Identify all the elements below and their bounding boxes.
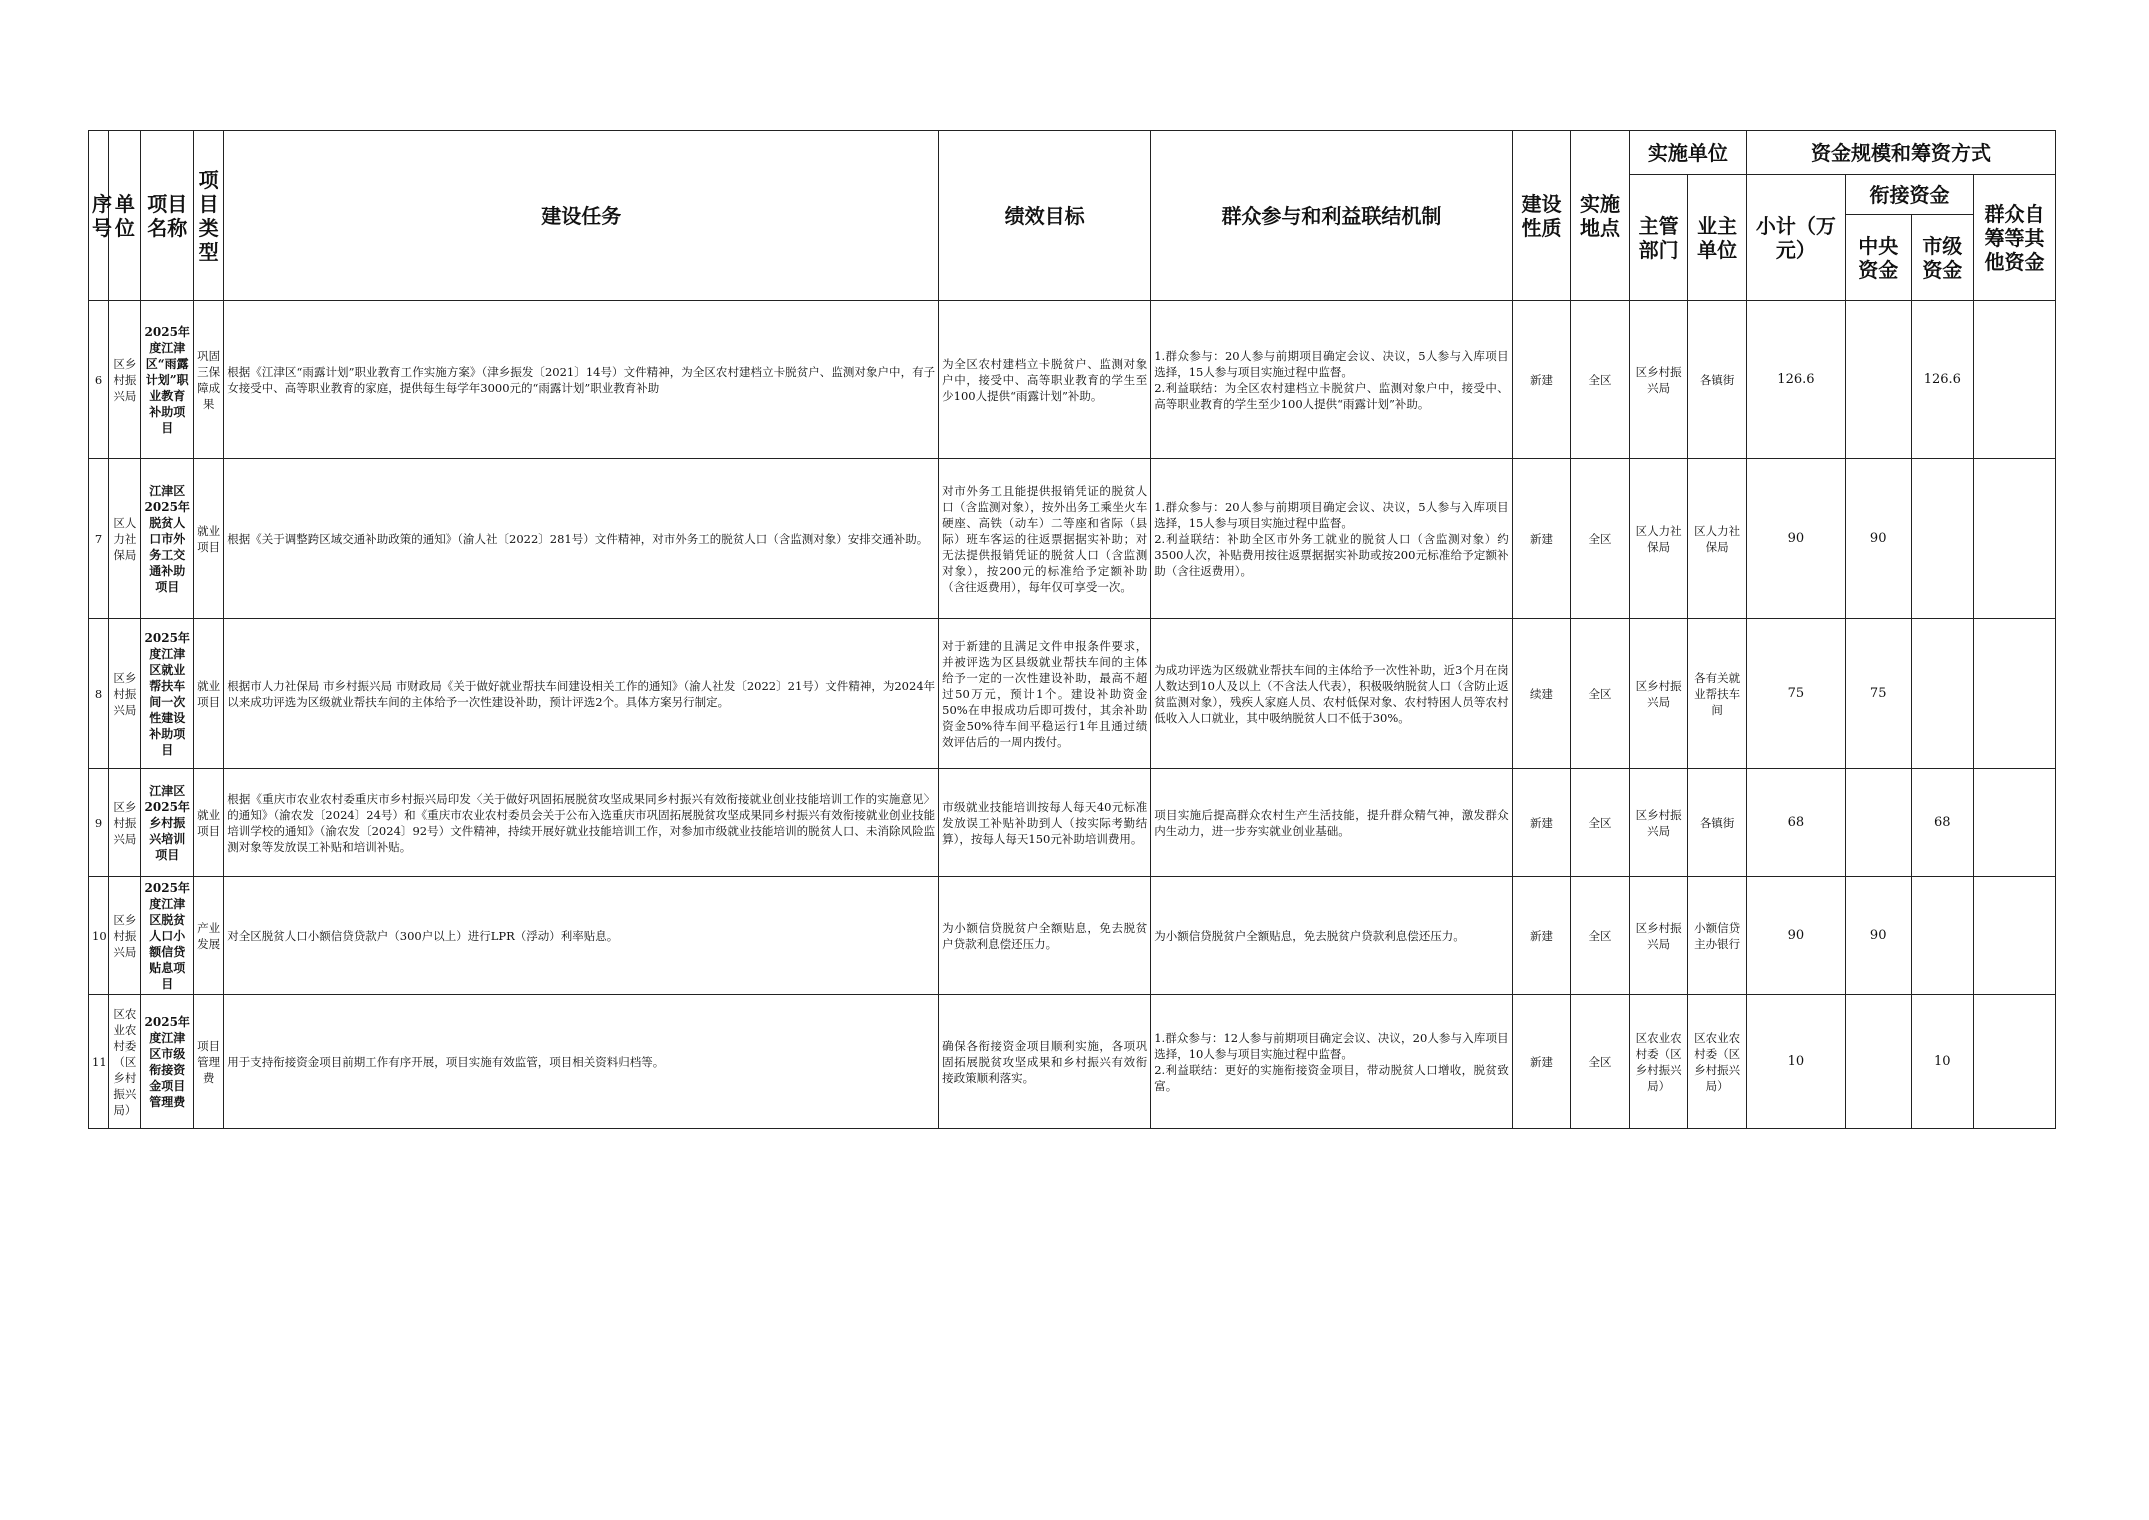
- cell-city: [1911, 877, 1974, 995]
- cell-mechanism: 项目实施后提高群众农村生产生活技能，提升群众精气神，激发群众内生动力，进一步夯实就业创业基础。: [1151, 769, 1512, 877]
- cell-self: [1974, 995, 2056, 1129]
- cell-project-type: 巩固三保障成果: [193, 301, 223, 459]
- cell-central: 75: [1845, 619, 1911, 769]
- cell-task: 用于支持衔接资金项目前期工作有序开展，项目实施有效监管，项目相关资料归档等。: [224, 995, 939, 1129]
- project-table-sheet: [88, 130, 2056, 1129]
- cell-seq: 9: [89, 769, 109, 877]
- cell-location: 全区: [1571, 995, 1630, 1129]
- cell-project-name: 2025年度江津区“雨露计划”职业教育补助项目: [141, 301, 194, 459]
- cell-mechanism: 1.群众参与：20人参与前期项目确定会议、决议，5人参与入库项目选择，15人参与项目实施过程中监督。 2.利益联结：为全区农村建档立卡脱贫户、监测对象户中，接受中、高等职业教育的学生至少100人提供“雨露计划”补助。: [1151, 301, 1512, 459]
- cell-subtotal: 90: [1746, 877, 1845, 995]
- cell-subtotal: 10: [1746, 995, 1845, 1129]
- cell-goal: 为全区农村建档立卡脱贫户、监测对象户中，接受中、高等职业教育的学生至少100人提供“雨露计划”补助。: [939, 301, 1151, 459]
- cell-location: 全区: [1571, 619, 1630, 769]
- cell-supervisor: 区人力社保局: [1629, 459, 1688, 619]
- table-body: [89, 301, 2056, 1129]
- cell-nature: 续建: [1512, 619, 1571, 769]
- header-central-fund: 中央资金: [1845, 215, 1911, 301]
- cell-self: [1974, 619, 2056, 769]
- header-supervisor: 主管部门: [1629, 175, 1688, 301]
- cell-self: [1974, 459, 2056, 619]
- cell-owner: 各镇街: [1688, 301, 1747, 459]
- header-goal: 绩效目标: [939, 131, 1151, 301]
- cell-city: [1911, 619, 1974, 769]
- cell-seq: 7: [89, 459, 109, 619]
- cell-project-name: 2025年度江津区脱贫人口小额信贷贴息项目: [141, 877, 194, 995]
- cell-subtotal: 75: [1746, 619, 1845, 769]
- cell-location: 全区: [1571, 301, 1630, 459]
- cell-task: 根据《关于调整跨区域交通补助政策的通知》（渝人社〔2022〕281号）文件精神，对市外务工的脱贫人口（含监测对象）安排交通补助。: [224, 459, 939, 619]
- cell-project-name: 江津区2025年乡村振兴培训项目: [141, 769, 194, 877]
- cell-mechanism: 为成功评选为区级就业帮扶车间的主体给予一次性补助，近3个月在岗人数达到10人及以上（不含法人代表），积极吸纳脱贫人口（含防止返贫监测对象），残疾人家庭人员、农村低保对象、农村特困人员等农村低收入人口就业，其中吸纳脱贫人口不低于30%。: [1151, 619, 1512, 769]
- cell-supervisor: 区乡村振兴局: [1629, 619, 1688, 769]
- cell-unit: 区乡村振兴局: [109, 619, 141, 769]
- cell-unit: 区乡村振兴局: [109, 877, 141, 995]
- cell-task: 根据《重庆市农业农村委重庆市乡村振兴局印发〈关于做好巩固拓展脱贫攻坚成果同乡村振兴有效衔接就业创业技能培训工作的实施意见〉的通知》（渝农发〔2024〕24号）和《重庆市农业农村委员会关于公布入选重庆市巩固拓展脱贫攻坚成果同乡村振兴有效衔接就业创业技能培训学校的通知》（渝农发〔2024〕92号）文件精神，持续开展好就业技能培训工作，对参加市级就业技能培训的脱贫人口、未消除风险监测对象等发放误工补贴和培训补贴。: [224, 769, 939, 877]
- cell-seq: 6: [89, 301, 109, 459]
- header-owner: 业主单位: [1688, 175, 1747, 301]
- cell-unit: 区人力社保局: [109, 459, 141, 619]
- cell-central: [1845, 301, 1911, 459]
- cell-self: [1974, 301, 2056, 459]
- table-row: [89, 459, 2056, 619]
- header-mechanism: 群众参与和利益联结机制: [1151, 131, 1512, 301]
- cell-location: 全区: [1571, 769, 1630, 877]
- cell-task: 对全区脱贫人口小额信贷贷款户（300户以上）进行LPR（浮动）利率贴息。: [224, 877, 939, 995]
- cell-project-name: 江津区2025年脱贫人口市外务工交通补助项目: [141, 459, 194, 619]
- cell-supervisor: 区农业农村委（区乡村振兴局）: [1629, 995, 1688, 1129]
- cell-mechanism: 1.群众参与：20人参与前期项目确定会议、决议，5人参与入库项目选择，15人参与项目实施过程中监督。 2.利益联结：补助全区市外务工就业的脱贫人口（含监测对象）约3500人次，补贴费用按往返票据据实补助或按200元标准给予定额补助（含往返费用）。: [1151, 459, 1512, 619]
- header-project-name: 项目名称: [141, 131, 194, 301]
- cell-unit: 区乡村振兴局: [109, 301, 141, 459]
- cell-unit: 区农业农村委（区乡村振兴局）: [109, 995, 141, 1129]
- header-link-fund: 衔接资金: [1845, 175, 1973, 215]
- cell-owner: 各镇街: [1688, 769, 1747, 877]
- header-unit: 单位: [109, 131, 141, 301]
- cell-subtotal: 126.6: [1746, 301, 1845, 459]
- table-header: [89, 131, 2056, 301]
- cell-city: 68: [1911, 769, 1974, 877]
- cell-seq: 10: [89, 877, 109, 995]
- table-row: [89, 877, 2056, 995]
- cell-task: 根据市人力社保局 市乡村振兴局 市财政局《关于做好就业帮扶车间建设相关工作的通知》（渝人社发〔2022〕21号）文件精神，为2024年以来成功评选为区级就业帮扶车间的主体给予一次性建设补助，预计评选2个。具体方案另行制定。: [224, 619, 939, 769]
- table-row: [89, 301, 2056, 459]
- cell-goal: 市级就业技能培训按每人每天40元标准发放误工补贴补助到人（按实际考勤结算），按每人每天150元补助培训费用。: [939, 769, 1151, 877]
- header-project-type: 项目类型: [193, 131, 223, 301]
- cell-owner: 小额信贷主办银行: [1688, 877, 1747, 995]
- cell-project-name: 2025年度江津区就业帮扶车间一次性建设补助项目: [141, 619, 194, 769]
- cell-nature: 新建: [1512, 769, 1571, 877]
- cell-nature: 新建: [1512, 301, 1571, 459]
- cell-goal: 为小额信贷脱贫户全额贴息，免去脱贫户贷款利息偿还压力。: [939, 877, 1151, 995]
- cell-owner: 区人力社保局: [1688, 459, 1747, 619]
- cell-project-name: 2025年度江津区市级衔接资金项目管理费: [141, 995, 194, 1129]
- header-location: 实施地点: [1571, 131, 1630, 301]
- cell-nature: 新建: [1512, 877, 1571, 995]
- cell-self: [1974, 877, 2056, 995]
- cell-location: 全区: [1571, 877, 1630, 995]
- cell-nature: 新建: [1512, 459, 1571, 619]
- cell-city: [1911, 459, 1974, 619]
- header-city-fund: 市级资金: [1911, 215, 1974, 301]
- cell-owner: 各有关就业帮扶车间: [1688, 619, 1747, 769]
- cell-unit: 区乡村振兴局: [109, 769, 141, 877]
- table-row: [89, 769, 2056, 877]
- cell-central: 90: [1845, 459, 1911, 619]
- cell-seq: 11: [89, 995, 109, 1129]
- header-impl-unit: 实施单位: [1629, 131, 1746, 175]
- cell-supervisor: 区乡村振兴局: [1629, 877, 1688, 995]
- table-row: [89, 995, 2056, 1129]
- header-fund-group: 资金规模和筹资方式: [1746, 131, 2055, 175]
- cell-central: 90: [1845, 877, 1911, 995]
- header-self-fund: 群众自筹等其他资金: [1974, 175, 2056, 301]
- cell-mechanism: 为小额信贷脱贫户全额贴息，免去脱贫户贷款利息偿还压力。: [1151, 877, 1512, 995]
- cell-self: [1974, 769, 2056, 877]
- cell-supervisor: 区乡村振兴局: [1629, 769, 1688, 877]
- cell-nature: 新建: [1512, 995, 1571, 1129]
- cell-subtotal: 68: [1746, 769, 1845, 877]
- cell-project-type: 项目管理费: [193, 995, 223, 1129]
- cell-owner: 区农业农村委（区乡村振兴局）: [1688, 995, 1747, 1129]
- cell-project-type: 就业项目: [193, 769, 223, 877]
- cell-goal: 对于新建的且满足文件申报条件要求，并被评选为区县级就业帮扶车间的主体给予一定的一次性建设补助，最高不超过50万元，预计1个。建设补助资金50%在申报成功后即可拨付，其余补助资金50%待车间平稳运行1年且通过绩效评估后的一周内拨付。: [939, 619, 1151, 769]
- header-subtotal: 小计（万元）: [1746, 175, 1845, 301]
- cell-mechanism: 1.群众参与：12人参与前期项目确定会议、决议，20人参与入库项目选择，10人参与项目实施过程中监督。 2.利益联结：更好的实施衔接资金项目，带动脱贫人口增收，脱贫致富。: [1151, 995, 1512, 1129]
- cell-seq: 8: [89, 619, 109, 769]
- cell-project-type: 产业发展: [193, 877, 223, 995]
- header-nature: 建设性质: [1512, 131, 1571, 301]
- cell-goal: 确保各衔接资金项目顺利实施，各项巩固拓展脱贫攻坚成果和乡村振兴有效衔接政策顺利落实。: [939, 995, 1151, 1129]
- cell-project-type: 就业项目: [193, 459, 223, 619]
- cell-project-type: 就业项目: [193, 619, 223, 769]
- cell-task: 根据《江津区“雨露计划”职业教育工作实施方案》（津乡振发〔2021〕14号）文件精神，为全区农村建档立卡脱贫户、监测对象户中，有子女接受中、高等职业教育的家庭，提供每生每学年3000元的“雨露计划”职业教育补助: [224, 301, 939, 459]
- header-task: 建设任务: [224, 131, 939, 301]
- cell-subtotal: 90: [1746, 459, 1845, 619]
- cell-goal: 对市外务工且能提供报销凭证的脱贫人口（含监测对象），按外出务工乘坐火车硬座、高铁（动车）二等座和省际（县际）班车客运的往返票据据实补助；对无法提供报销凭证的脱贫人口（含监测对象），按200元的标准给予定额补助（含往返费用），每年仅可享受一次。: [939, 459, 1151, 619]
- table-row: [89, 619, 2056, 769]
- cell-central: [1845, 995, 1911, 1129]
- cell-city: 126.6: [1911, 301, 1974, 459]
- cell-central: [1845, 769, 1911, 877]
- cell-supervisor: 区乡村振兴局: [1629, 301, 1688, 459]
- cell-city: 10: [1911, 995, 1974, 1129]
- project-table: [88, 130, 2056, 1129]
- header-seq: 序号: [89, 131, 109, 301]
- cell-location: 全区: [1571, 459, 1630, 619]
